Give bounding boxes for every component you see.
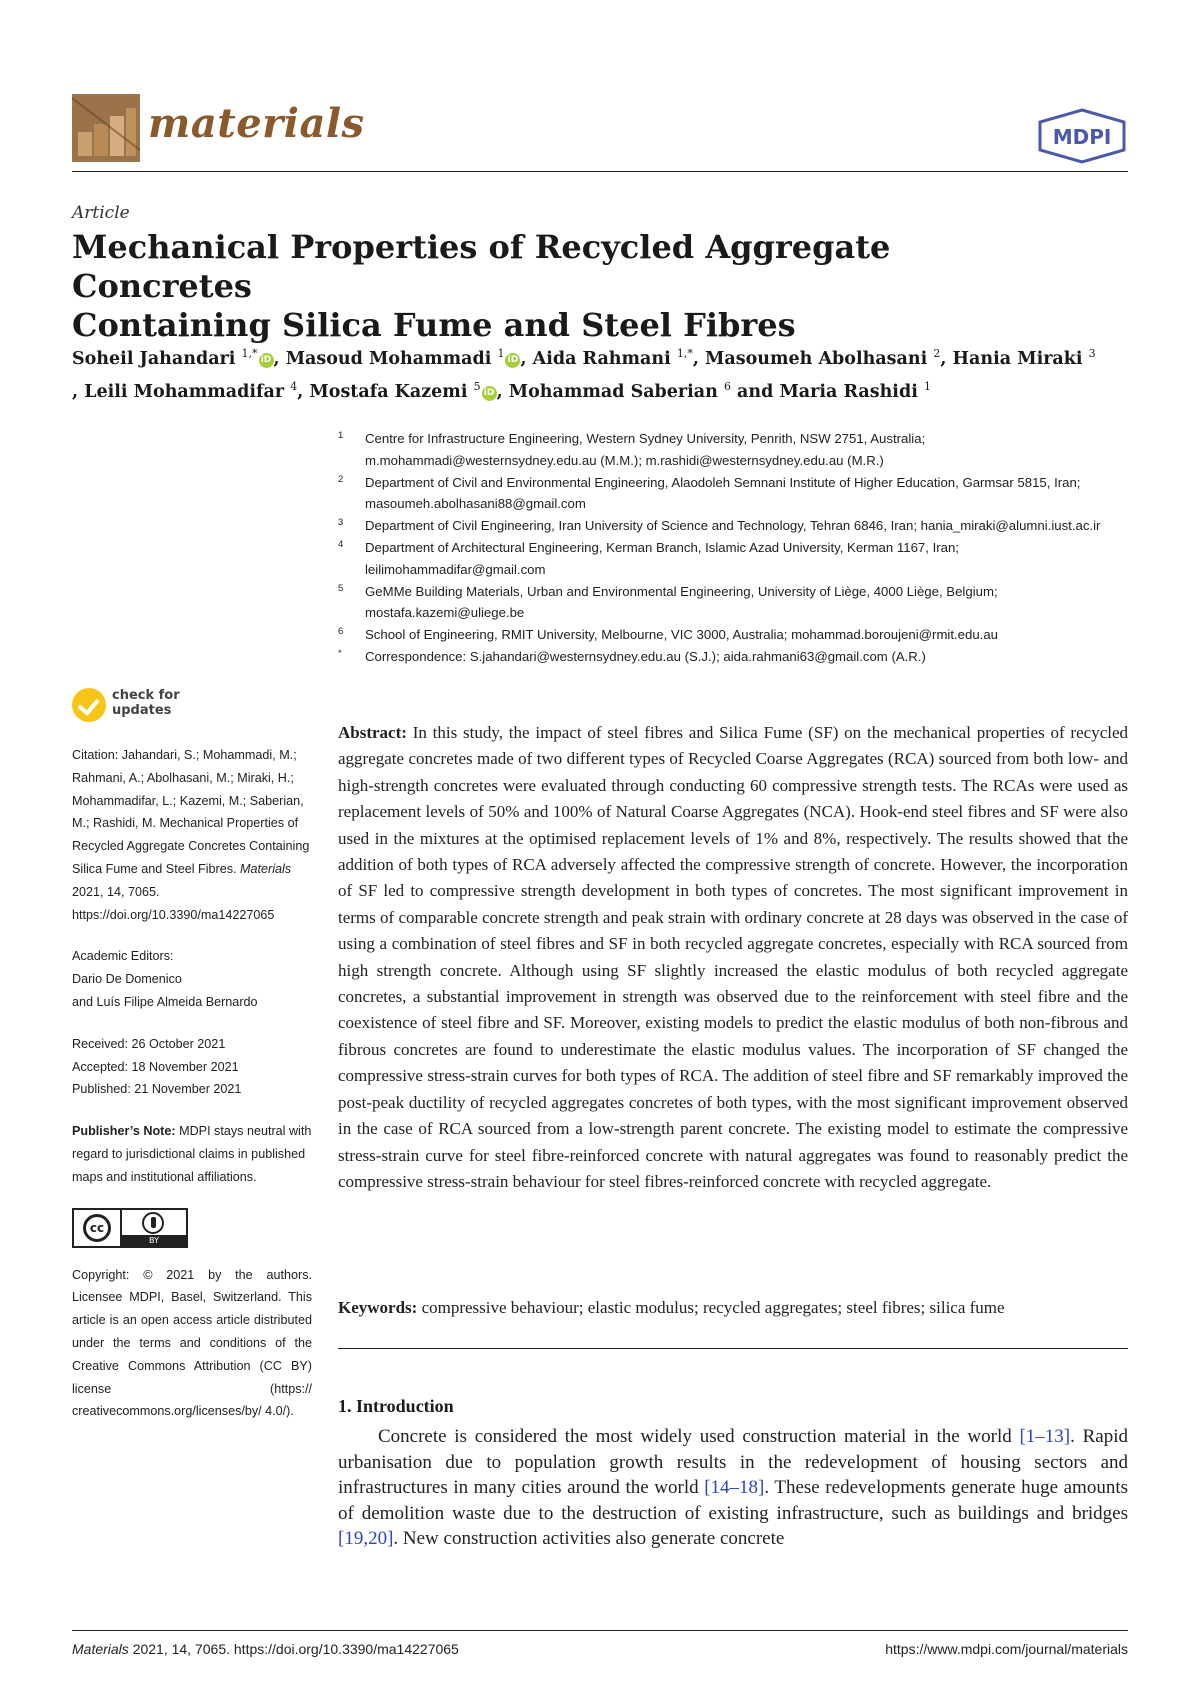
affiliation-item bbox=[338, 515, 1138, 537]
editors-label: Academic Editors: bbox=[72, 949, 174, 964]
author-name: Aida Rahmani bbox=[532, 348, 677, 369]
received-date: Received: 26 October 2021 bbox=[72, 1036, 226, 1051]
abstract-label: Abstract: bbox=[338, 723, 407, 742]
author bbox=[779, 379, 931, 402]
keywords bbox=[338, 1298, 1128, 1318]
affiliation-text: Centre for Infrastructure Engineering, Western Sydney University, Penrith, NSW 2751, Australia; m.mohammadi@westernsydney.edu.au (M.M.); m.rashidi@westernsydney.edu.au (M.R.) bbox=[365, 431, 926, 468]
author-name: Leili Mohammadifar bbox=[84, 381, 291, 402]
author-name: Soheil Jahandari bbox=[72, 348, 242, 369]
attribution-person-icon bbox=[142, 1212, 164, 1234]
footer-journal: Materials bbox=[72, 1641, 129, 1657]
editor-2: and Luís Filipe Almeida Bernardo bbox=[72, 994, 258, 1009]
keywords-label: Keywords: bbox=[338, 1298, 418, 1317]
affiliation-text: Department of Civil and Environmental Engineering, Alaodoleh Semnani Institute of Higher Education, Garmsar 5815, Iran; masoumeh.abolhasani88@gmail.com bbox=[365, 474, 1081, 512]
editors-block bbox=[72, 945, 312, 1013]
journal-logo-icon bbox=[72, 94, 140, 162]
citation-journal: Materials bbox=[240, 861, 292, 876]
author bbox=[286, 349, 521, 369]
journal-header bbox=[72, 90, 1128, 172]
author-name: Hania Miraki bbox=[952, 348, 1089, 369]
author bbox=[508, 379, 731, 402]
affiliation-number: 6 bbox=[338, 626, 344, 638]
copyright-notice: Copyright: © 2021 by the authors. Licensee MDPI, Basel, Switzerland. This article is an open access article distributed under the terms and conditions of the Creative Commons Attribution (CC BY) license (https:// creativecommons.org/licenses/by/ 4.0/). bbox=[72, 1267, 312, 1419]
check-for-updates-badge[interactable] bbox=[72, 688, 312, 730]
affiliations bbox=[338, 428, 1138, 668]
affiliation-text: GeMMe Building Materials, Urban and Environmental Engineering, University of Liège, 4000 Liège, Belgium; mostafa.kazemi@uliege.be bbox=[365, 583, 998, 621]
reference-link[interactable]: [19,20] bbox=[338, 1528, 394, 1550]
author-name: Masoud Mohammadi bbox=[285, 348, 498, 369]
paper-title bbox=[72, 228, 1072, 345]
reference-link[interactable]: [1–13] bbox=[1019, 1426, 1071, 1447]
affiliation-text: Correspondence: S.jahandari@westernsydney.edu.au (S.J.); aida.rahmani63@gmail.com (A.R.) bbox=[365, 648, 926, 664]
reference-link[interactable]: [14–18] bbox=[704, 1477, 765, 1499]
affiliation-text: School of Engineering, RMIT University, Melbourne, VIC 3000, Australia; mohammad.boroujeni@rmit.edu.au bbox=[365, 627, 999, 643]
abstract-text: In this study, the impact of steel fibres and Silica Fume (SF) on the mechanical properties of recycled aggregate concretes made of two different types of Recycled Coarse Aggregates (RCA) sourced from both low- and high-strength concretes were evaluated through conducting 60 compressive strength tests. The RCAs were used as replacement levels of 50% and 100% of Natural Coarse Aggregates (NCA). Hook-end steel fibres and SF were also used in the mixtures at the optimised replacement levels of 1% and 8%, respectively. The results showed that the addition of both types of RCA adversely affected the compressive strength of concrete. However, the incorporation of SF led to compressive strength development in both types of concretes. The most significant improvement in terms of comparable concrete strength and peak strain with ordinary concrete at 28 days was observed in the case of using a combination of steel fibres and SF in both recycled aggregate concretes, especially with RCA sourced from high strength concrete. Although using SF slightly increased the elastic modulus of both recycled aggregate concretes, a substantial improvement in strength was observed due to the reinforcement with steel fibre and the coexistence of steel fibre and SF. Moreover, existing models to predict the elastic modulus of both non-fibrous and fibrous concretes are found to underestimate the elastic modulus values. The incorporation of SF changed the compressive stress-strain curves for both types of RCA. The addition of steel fibre and SF remarkably improved the post-peak ductility of recycled aggregates concretes of both types, with the most significant improvement observed in the case of RCA sourced from a low-strength parent concrete. The existing model to estimate the compressive stress-strain curve for steel fibre-reinforced concrete with natural aggregates was found to reasonably predict the compressive stress-strain behaviour for steel fibres-reinforced concrete with recycled aggregate. bbox=[338, 723, 1129, 1191]
page-footer bbox=[72, 1630, 1128, 1657]
accepted-date: Accepted: 18 November 2021 bbox=[72, 1059, 239, 1074]
author bbox=[533, 349, 693, 369]
article-type: Article bbox=[72, 203, 130, 223]
affiliation-number: 1 bbox=[338, 430, 344, 441]
author-list: Soheil Jahandari $^{1,*}$ iD , Masoud Mohammadi $^1$ iD , Aida Rahmani $^{1,*}$, Masoumeh Abolhasani $^2$, Hania Miraki $^3$ , Leili Mohammadifar $^4$, Mostafa Kazemi $^5$ iD , Mohammad Saberian $^6$ and Maria Rashidi $^1$ bbox=[72, 347, 1096, 402]
cc-icon: cc bbox=[74, 1210, 120, 1246]
affiliation-text: Department of Civil Engineering, Iran University of Science and Technology, Tehran 6846, Iran; hania_miraki@alumni.iust.ac.ir bbox=[365, 518, 1101, 534]
introduction-paragraph: Concrete is considered the most widely used construction material in the world [1–13]. Rapid urbanisation due to population growth results in the redevelopment of housing sectors and infrastructures in many cities around the world [14–18]. These redevelopments generate huge amounts of demolition waste due to the destruction of existing infrastructure, such as buildings and bridges [19,20]. New construction activities also generate concrete bbox=[338, 1426, 1129, 1550]
author-affiliation-marker: 1 bbox=[497, 347, 505, 360]
author-affiliation-marker: 1,* bbox=[676, 347, 693, 360]
journal-name: materials bbox=[148, 100, 365, 147]
footer-citation bbox=[72, 1641, 459, 1657]
author-affiliation-marker: 6 bbox=[723, 379, 731, 393]
orcid-icon[interactable]: iD bbox=[259, 353, 274, 368]
footer-journal-url[interactable]: https://www.mdpi.com/journal/materials bbox=[885, 1641, 1128, 1657]
abstract bbox=[338, 720, 1128, 1195]
by-icon: BY bbox=[120, 1210, 186, 1246]
keywords-text: compressive behaviour; elastic modulus; recycled aggregates; steel fibres; silica fume bbox=[421, 1298, 1005, 1317]
section-divider bbox=[338, 1348, 1128, 1349]
publisher-note-text: MDPI stays neutral with regard to jurisdictional claims in published maps and institutional affiliations. bbox=[72, 1124, 312, 1184]
affiliation-number: 2 bbox=[338, 473, 344, 485]
author-affiliation-marker: 4 bbox=[290, 379, 298, 393]
mdpi-logo-icon[interactable] bbox=[1036, 108, 1128, 164]
orcid-icon[interactable]: iD bbox=[505, 353, 520, 368]
affiliation-item bbox=[338, 646, 1138, 668]
citation-label: Citation: bbox=[72, 748, 119, 762]
citation-tail[interactable]: 2021, 14, 7065. https://doi.org/10.3390/ma14227065 bbox=[72, 884, 275, 922]
author bbox=[72, 349, 274, 369]
mdpi-logo-text: MDPI bbox=[1052, 125, 1112, 149]
dates-block bbox=[72, 1033, 312, 1101]
footer-citation-text[interactable]: 2021, 14, 7065. https://doi.org/10.3390/ma14227065 bbox=[132, 1641, 459, 1657]
author-affiliation-marker: 2 bbox=[933, 347, 941, 360]
check-updates-label: check for updates bbox=[112, 688, 180, 718]
check-updates-icon bbox=[72, 688, 106, 722]
orcid-icon[interactable]: iD bbox=[482, 386, 497, 401]
author-name: Maria Rashidi bbox=[779, 381, 924, 402]
cc-by-license-badge[interactable] bbox=[72, 1208, 188, 1248]
author bbox=[84, 379, 298, 402]
affiliation-item bbox=[338, 624, 1138, 646]
author-affiliation-marker: 1 bbox=[923, 379, 931, 393]
publisher-note-label: Publisher’s Note: bbox=[72, 1124, 176, 1139]
affiliation-number: 5 bbox=[338, 582, 344, 594]
title-line-1: Mechanical Properties of Recycled Aggregate Concretes bbox=[72, 228, 891, 305]
author-affiliation-marker: 1,* bbox=[241, 347, 258, 360]
published-date: Published: 21 November 2021 bbox=[72, 1082, 242, 1097]
affiliation-number: 3 bbox=[338, 517, 344, 529]
affiliation-item bbox=[338, 537, 1138, 581]
author-affiliation-marker: 3 bbox=[1088, 347, 1096, 360]
affiliation-item bbox=[338, 581, 1138, 625]
publisher-note bbox=[72, 1120, 312, 1188]
affiliation-item bbox=[338, 472, 1138, 516]
citation-block bbox=[72, 744, 312, 926]
section-heading-introduction: 1. Introduction bbox=[338, 1396, 454, 1416]
affiliation-text: Department of Architectural Engineering, Kerman Branch, Islamic Azad University, Kerman 1167, Iran; leilimohammadifar@gmail.com bbox=[365, 539, 959, 577]
citation-text: Jahandari, S.; Mohammadi, M.; Rahmani, A.; Abolhasani, M.; Miraki, H.; Mohammadifar, L.; Kazemi, M.; Saberian, M.; Rashidi, M. Mechanical Properties of Recycled Aggregate Concretes Containing Silica Fume and Steel Fibres. bbox=[72, 748, 310, 876]
editor-1: Dario De Domenico bbox=[72, 972, 182, 987]
author-affiliation-marker: 5 bbox=[473, 379, 481, 393]
author-name: Mostafa Kazemi bbox=[309, 381, 474, 402]
author bbox=[953, 349, 1096, 369]
author bbox=[705, 349, 940, 369]
affiliation-item bbox=[338, 428, 1138, 472]
author-name: Masoumeh Abolhasani bbox=[705, 348, 934, 369]
sidebar bbox=[72, 688, 312, 1423]
author bbox=[309, 379, 496, 402]
affiliation-number: 4 bbox=[338, 538, 344, 550]
author-name: Mohammad Saberian bbox=[508, 381, 724, 402]
title-line-2: Containing Silica Fume and Steel Fibres bbox=[72, 306, 796, 344]
affiliation-number: * bbox=[338, 647, 342, 659]
